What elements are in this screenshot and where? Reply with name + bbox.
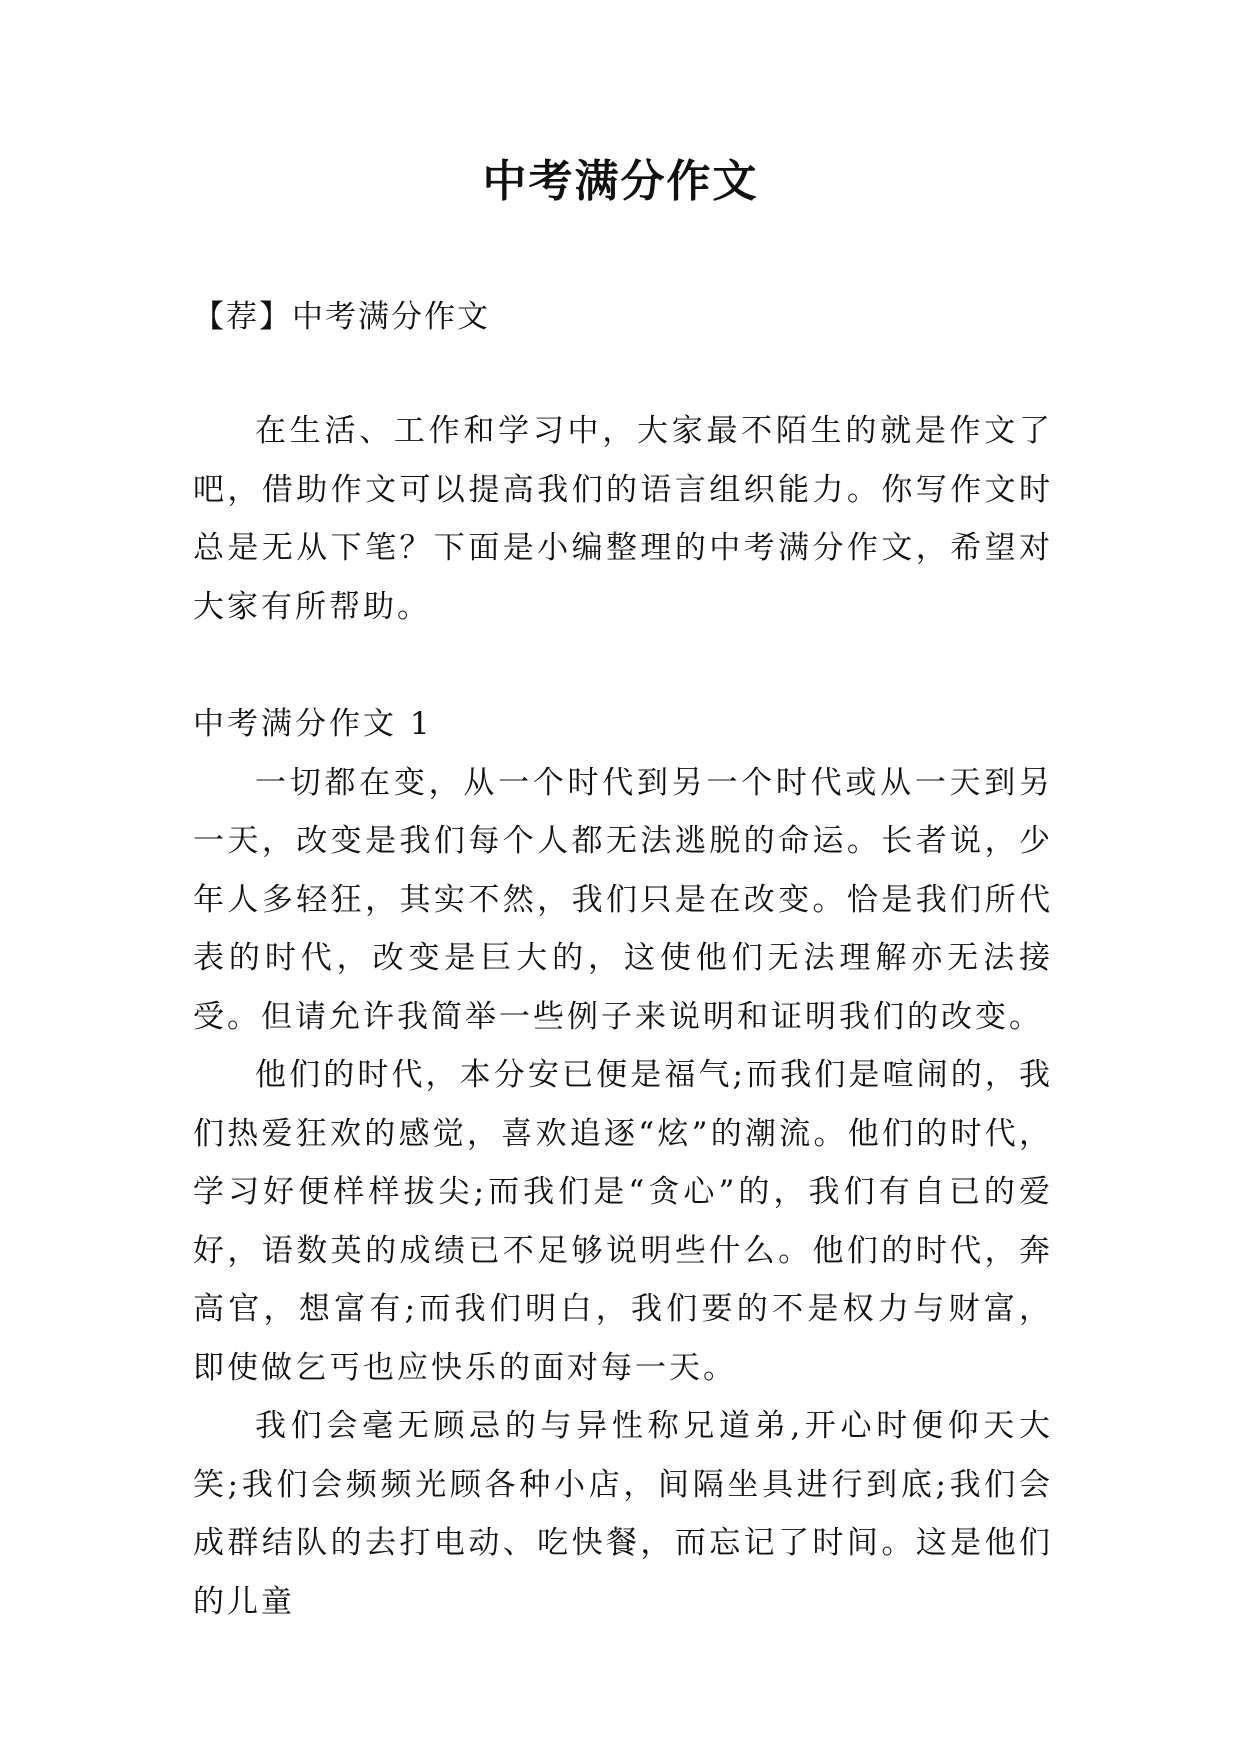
essay-paragraph: 一切都在变，从一个时代到另一个时代或从一天到另一天，改变是我们每个人都无法逃脱的命运。长者说，少年人多轻狂，其实不然，我们只是在改变。恰是我们所代表的时代，改变是巨大的，这使他们无法理解亦无法接受。但请允许我简举一些例子来说明和证明我们的改变。 — [193, 764, 1053, 1035]
essay-paragraph: 我们会毫无顾忌的与异性称兄道弟,开心时便仰天大笑;我们会频频光顾各种小店，间隔坐具进行到底;我们会成群结队的去打电动、吃快餐，而忘记了时间。这是他们的儿童 — [193, 1408, 1053, 1620]
intro-section — [193, 402, 1053, 636]
intro-paragraph: 在生活、工作和学习中，大家最不陌生的就是作文了吧，借助作文可以提高我们的语言组织能力。你写作文时总是无从下笔？下面是小编整理的中考满分作文，希望对大家有所帮助。 — [193, 413, 1053, 625]
essay-section — [193, 695, 1053, 1631]
essay-paragraph: 他们的时代，本分安已便是福气;而我们是喧闹的，我们热爱狂欢的感觉，喜欢追逐“炫”的潮流。他们的时代，学习好便样样拔尖;而我们是“贪心”的，我们有自已的爱好，语数英的成绩已不足够说明些什么。他们的时代，奔高官，想富有;而我们明白，我们要的不是权力与财富，即使做乞丐也应快乐的面对每一天。 — [193, 1057, 1053, 1386]
section-heading: 中考满分作文 1 — [193, 706, 433, 742]
document-title: 中考满分作文 — [482, 156, 759, 207]
recommend-line: 【荐】中考满分作文 — [193, 299, 490, 335]
